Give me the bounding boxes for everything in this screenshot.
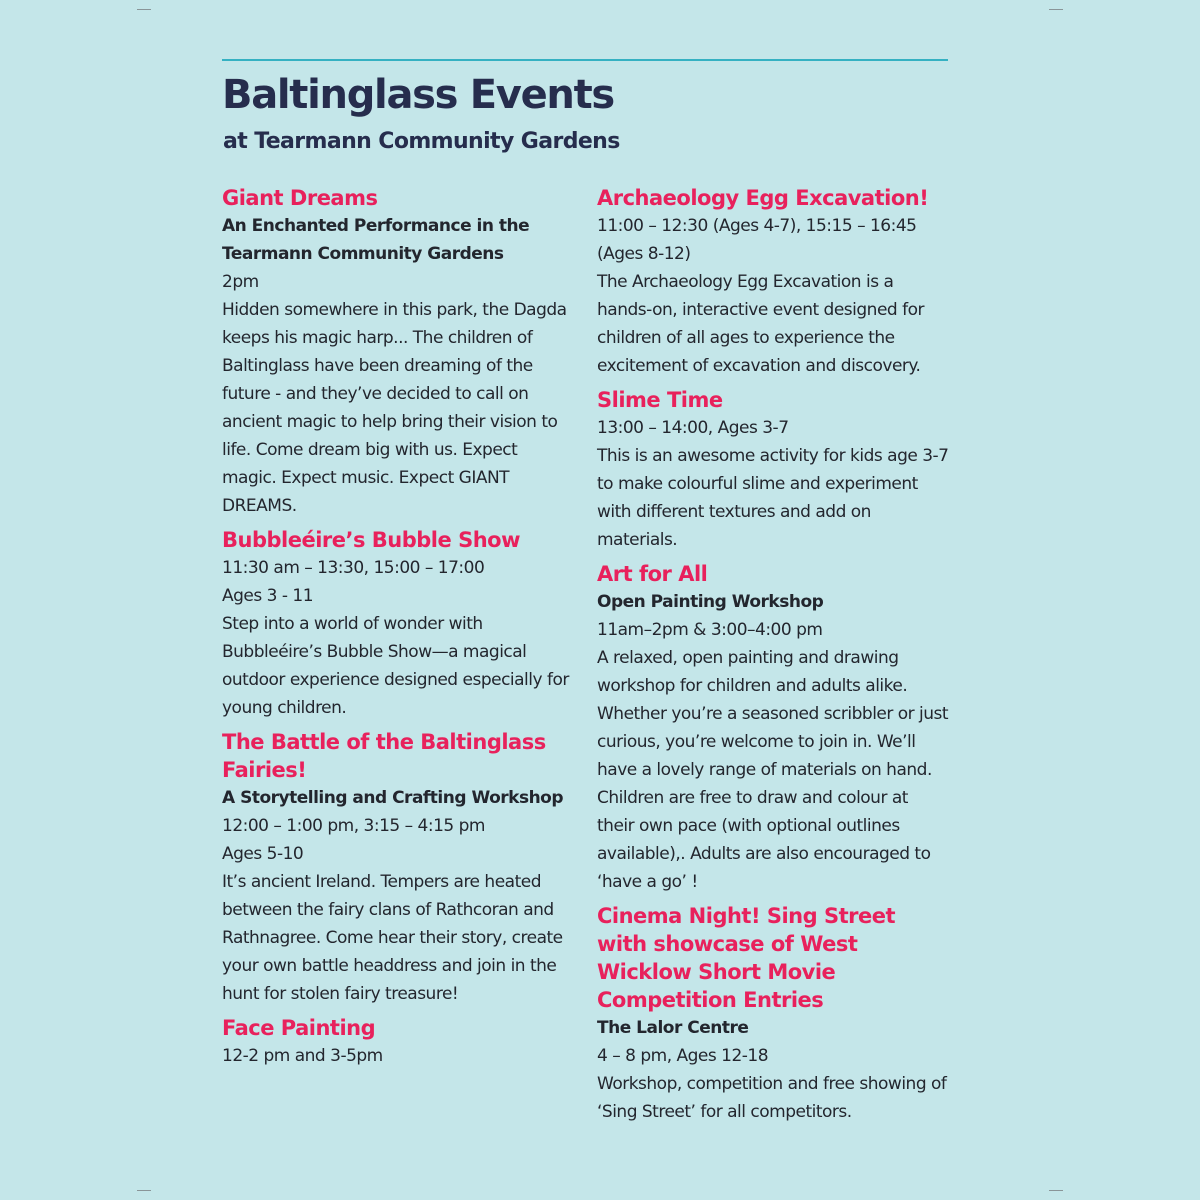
crop-mark-bottom-left (137, 1190, 151, 1191)
event-title: Art for All (597, 562, 708, 586)
event-description: This is an awesome activity for kids age 3-7 to make colourful slime and experiment with different textures and add on materials. (597, 446, 949, 550)
crop-mark-top-left (137, 9, 151, 10)
crop-mark-top-right (1049, 9, 1063, 10)
event-time: 2pm (222, 272, 259, 292)
event-title: The Battle of the Baltinglass Fairies! (222, 730, 546, 782)
event-subtitle: An Enchanted Performance in the Tearmann Community Gardens (222, 216, 530, 264)
event-description: A relaxed, open painting and drawing workshop for children and adults alike. Whether you’re a seasoned scribbler or just curious, you’re welcome to join in. We’ll have a lovely range of materials on hand. Children are free to draw and colour at their own pace (with optional outlines available),. Adults are also encouraged to ‘have a go’ ! (597, 648, 949, 892)
event-time: 11am–2pm & 3:00–4:00 pm (597, 620, 823, 640)
event-time: 11:30 am – 13:30, 15:00 – 17:00 (222, 558, 485, 578)
crop-mark-bottom-right (1049, 1190, 1063, 1191)
event-block (597, 902, 949, 1126)
event-subtitle: Open Painting Workshop (597, 592, 824, 612)
event-subtitle: The Lalor Centre (597, 1018, 749, 1038)
event-title: Slime Time (597, 388, 723, 412)
event-time: 13:00 – 14:00, Ages 3-7 (597, 418, 789, 438)
event-block (597, 386, 949, 554)
event-time: 12:00 – 1:00 pm, 3:15 – 4:15 pm (222, 816, 485, 836)
event-description: The Archaeology Egg Excavation is a hands-on, interactive event designed for children of all ages to experience the excitement of excavation and discovery. (597, 272, 924, 376)
event-block (597, 560, 949, 896)
event-block (222, 1014, 574, 1070)
event-block (222, 526, 574, 722)
event-title: Archaeology Egg Excavation! (597, 186, 929, 210)
event-subtitle: A Storytelling and Crafting Workshop (222, 788, 564, 808)
page-subtitle: at Tearmann Community Gardens (223, 129, 620, 154)
event-time: 12-2 pm and 3-5pm (222, 1046, 383, 1066)
event-title: Face Painting (222, 1016, 376, 1040)
event-block (597, 184, 949, 380)
event-block (222, 728, 574, 1008)
event-block (222, 184, 574, 520)
event-description: It’s ancient Ireland. Tempers are heated between the fairy clans of Rathcoran and Rathnagree. Come hear their story, create your own battle headdress and join in the hunt for stolen fairy treasure! (222, 872, 563, 1004)
event-description: Step into a world of wonder with Bubbleéire’s Bubble Show—a magical outdoor experience designed especially for young children. (222, 614, 569, 718)
event-description: Workshop, competition and free showing of ‘Sing Street’ for all competitors. (597, 1074, 947, 1122)
header-rule (222, 59, 948, 61)
event-time: Ages 3 - 11 (222, 586, 314, 606)
event-description: Hidden somewhere in this park, the Dagda keeps his magic harp... The children of Baltinglass have been dreaming of the future - and they’ve decided to call on ancient magic to help bring their vision to life. Come dream big with us. Expect magic. Expect music. Expect GIANT DREAMS. (222, 300, 567, 516)
event-time: 11:00 – 12:30 (Ages 4-7), 15:15 – 16:45 (Ages 8-12) (597, 216, 917, 264)
event-time: 4 – 8 pm, Ages 12-18 (597, 1046, 769, 1066)
event-title: Giant Dreams (222, 186, 378, 210)
events-column-right (597, 184, 949, 1132)
event-title: Bubbleéire’s Bubble Show (222, 528, 520, 552)
event-time: Ages 5-10 (222, 844, 304, 864)
event-title: Cinema Night! Sing Street with showcase of West Wicklow Short Movie Competition Entries (597, 904, 896, 1012)
events-column-left (222, 184, 574, 1076)
page-title: Baltinglass Events (222, 72, 614, 118)
